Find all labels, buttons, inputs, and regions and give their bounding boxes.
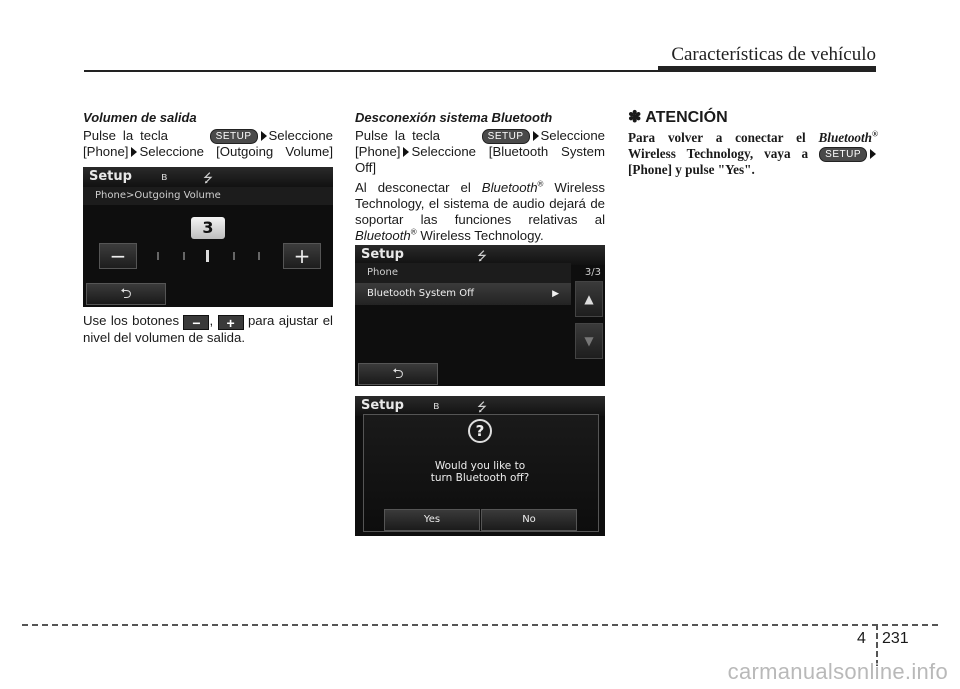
column-bluetooth-off — [355, 110, 605, 248]
volume-down-button[interactable]: − — [99, 243, 137, 269]
column-output-volume — [83, 110, 333, 164]
watermark: carmanualsonline.info — [727, 659, 948, 684]
volume-buttons-note: Use los botones − , + para ajustar el nivel del volumen de salida. — [83, 313, 333, 345]
instruction-bluetooth-off: Pulse la tecla SETUP Seleccione [Phone] Seleccione [Bluetooth System Off] — [355, 128, 606, 175]
arrow-right-icon — [261, 131, 267, 141]
usb-icon: ⭍ — [477, 400, 487, 414]
screen-breadcrumb: Phone>Outgoing Volume — [83, 187, 333, 205]
bluetooth-icon: ʙ — [161, 170, 168, 183]
chapter-number: 4 — [857, 630, 866, 647]
header-rule-accent — [658, 66, 876, 72]
setup-key-icon: SETUP — [210, 129, 258, 144]
volume-tick — [233, 252, 235, 260]
arrow-right-icon — [870, 149, 876, 159]
subtitle-bluetooth-off: Desconexión sistema Bluetooth — [355, 110, 553, 125]
attention-title: ✽ ATENCIÓN — [628, 109, 728, 126]
volume-up-button[interactable]: + — [283, 243, 321, 269]
screen-title: Setup — [89, 169, 132, 184]
subtitle-output-volume: Volumen de salida — [83, 110, 197, 125]
volume-tick — [183, 252, 185, 260]
menu-item-bluetooth-system-off[interactable]: Bluetooth System Off ▶ — [355, 283, 571, 305]
arrow-right-icon — [533, 131, 539, 141]
attention-text: Para volver a conectar el Bluetooth® Wireless Technology, vaya a SETUP [Phone] y pulse "Yes". — [628, 129, 878, 177]
volume-tick — [258, 252, 260, 260]
yes-button[interactable]: Yes — [384, 509, 480, 531]
bluetooth-icon: ʙ — [433, 399, 440, 412]
screen-title: Setup — [361, 398, 404, 413]
screen-title: Setup — [361, 247, 404, 262]
screen-bluetooth-confirm — [355, 396, 605, 536]
back-button[interactable]: ⮌ — [358, 363, 438, 385]
volume-level-display: 3 — [191, 217, 225, 239]
minus-button-icon: − — [183, 315, 209, 330]
footer-rule — [22, 624, 938, 626]
no-button[interactable]: No — [481, 509, 577, 531]
page-number: 231 — [882, 630, 909, 647]
screen-outgoing-volume — [83, 167, 333, 307]
volume-tick — [157, 252, 159, 260]
section-header: Phone — [355, 263, 571, 283]
instruction-output-volume: Pulse la tecla SETUP Seleccione [Phone] Seleccione [Outgoing Volume] — [83, 128, 334, 159]
chapter-title: Características de vehículo — [671, 44, 876, 65]
question-icon: ? — [468, 419, 492, 443]
usb-icon: ⭍ — [477, 249, 487, 263]
usb-icon: ⭍ — [203, 171, 213, 185]
back-button[interactable]: ⮌ — [86, 283, 166, 305]
setup-key-icon: SETUP — [482, 129, 530, 144]
arrow-right-icon — [403, 147, 409, 157]
plus-button-icon: + — [218, 315, 244, 330]
scroll-down-button[interactable]: ▼ — [575, 323, 603, 359]
setup-key-icon: SETUP — [819, 147, 867, 162]
arrow-right-icon — [131, 147, 137, 157]
bluetooth-off-note: Al desconectar el Bluetooth® Wireless Technology, el sistema de audio dejará de soportar las funciones relativas al Bluetooth® Wireless Technology. — [355, 179, 605, 243]
volume-tick-current — [206, 250, 209, 262]
page-indicator: 3/3 — [584, 267, 601, 278]
chevron-right-icon: ▶ — [552, 289, 559, 299]
column-attention — [628, 110, 878, 178]
screen-bluetooth-system-off — [355, 245, 605, 386]
scroll-up-button[interactable]: ▲ — [575, 281, 603, 317]
confirm-message: Would you like to turn Bluetooth off? — [430, 460, 530, 484]
